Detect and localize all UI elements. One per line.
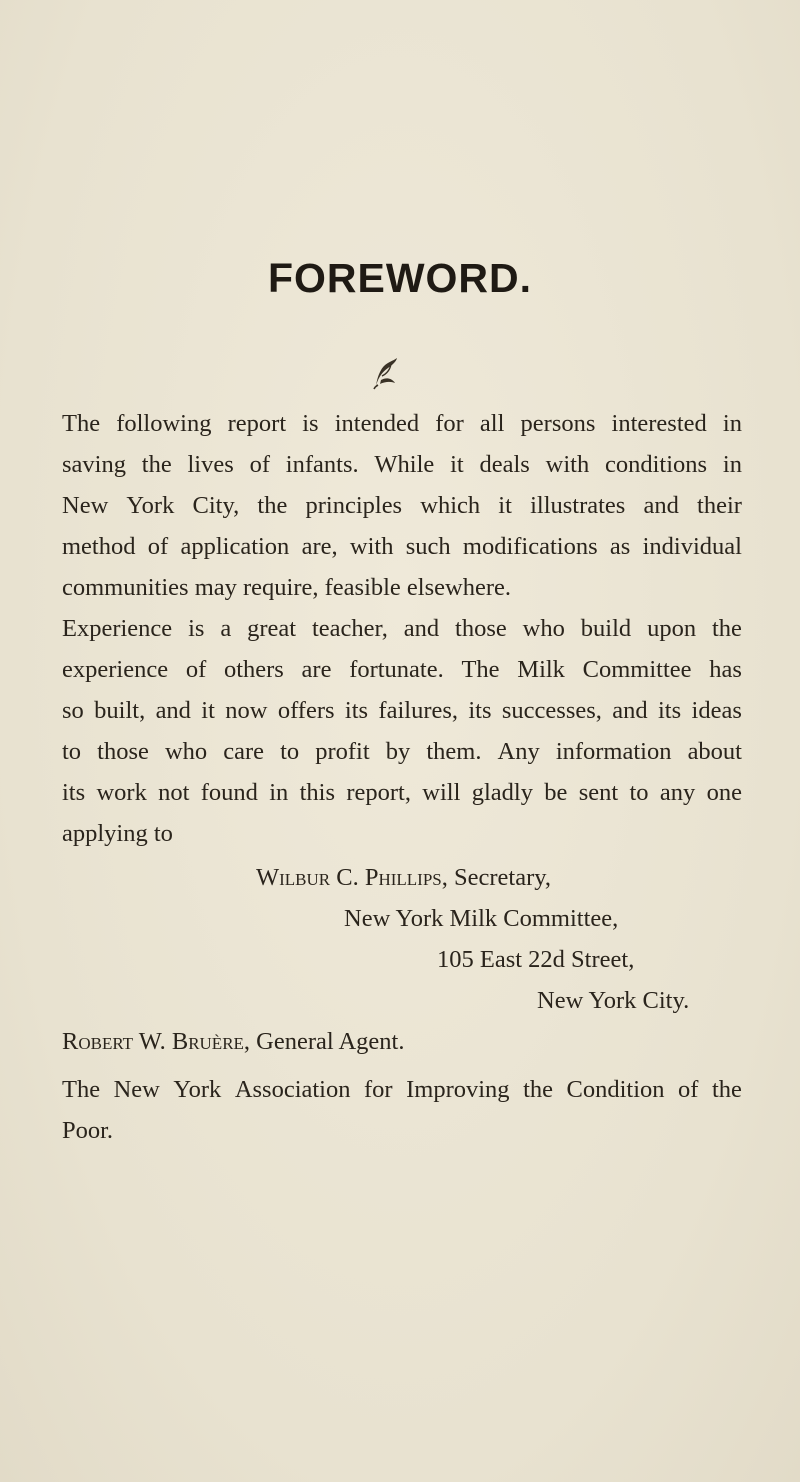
text-line: The following report is intended for all persons interested in bbox=[62, 410, 742, 437]
text-line: applying to bbox=[62, 820, 173, 847]
text-line: to those who care to profit by them. Any information about bbox=[62, 738, 742, 765]
address-name-line bbox=[256, 864, 551, 892]
text-line: Experience is a great teacher, and those who build upon the bbox=[62, 615, 742, 642]
text-line: so built, and it now offers its failures, its successes, and its ideas bbox=[62, 697, 742, 724]
text-line: New York City, the principles which it illustrates and their bbox=[62, 492, 742, 519]
secretary-name: Wilbur C. Phillips bbox=[256, 864, 442, 891]
text-line: Poor. bbox=[62, 1117, 114, 1144]
agent-line bbox=[62, 1028, 404, 1056]
paragraph-intro bbox=[62, 403, 742, 608]
address-org: New York Milk Committee, bbox=[344, 905, 619, 932]
address-city: New York City. bbox=[537, 987, 690, 1014]
agent-role: , General Agent. bbox=[243, 1028, 405, 1055]
agent-name: Robert W. Bruère bbox=[62, 1028, 244, 1055]
text-line: method of application are, with such modifications as individual bbox=[62, 533, 742, 560]
address-street: 105 East 22d Street, bbox=[437, 946, 635, 973]
text-line: saving the lives of infants. While it deals with conditions in bbox=[62, 451, 742, 478]
association-paragraph bbox=[62, 1069, 742, 1151]
text-line: communities may require, feasible elsewhere. bbox=[62, 574, 511, 601]
text-line: experience of others are fortunate. The Milk Committee has bbox=[62, 656, 742, 683]
paragraph-experience bbox=[62, 608, 742, 854]
leaf-ornament-icon bbox=[372, 356, 400, 390]
text-line: its work not found in this report, will gladly be sent to any one bbox=[62, 779, 742, 806]
text-line: The New York Association for Improving the Condition of the bbox=[62, 1076, 742, 1103]
secretary-role: , Secretary, bbox=[441, 864, 552, 891]
page-title: FOREWORD. bbox=[267, 255, 533, 301]
